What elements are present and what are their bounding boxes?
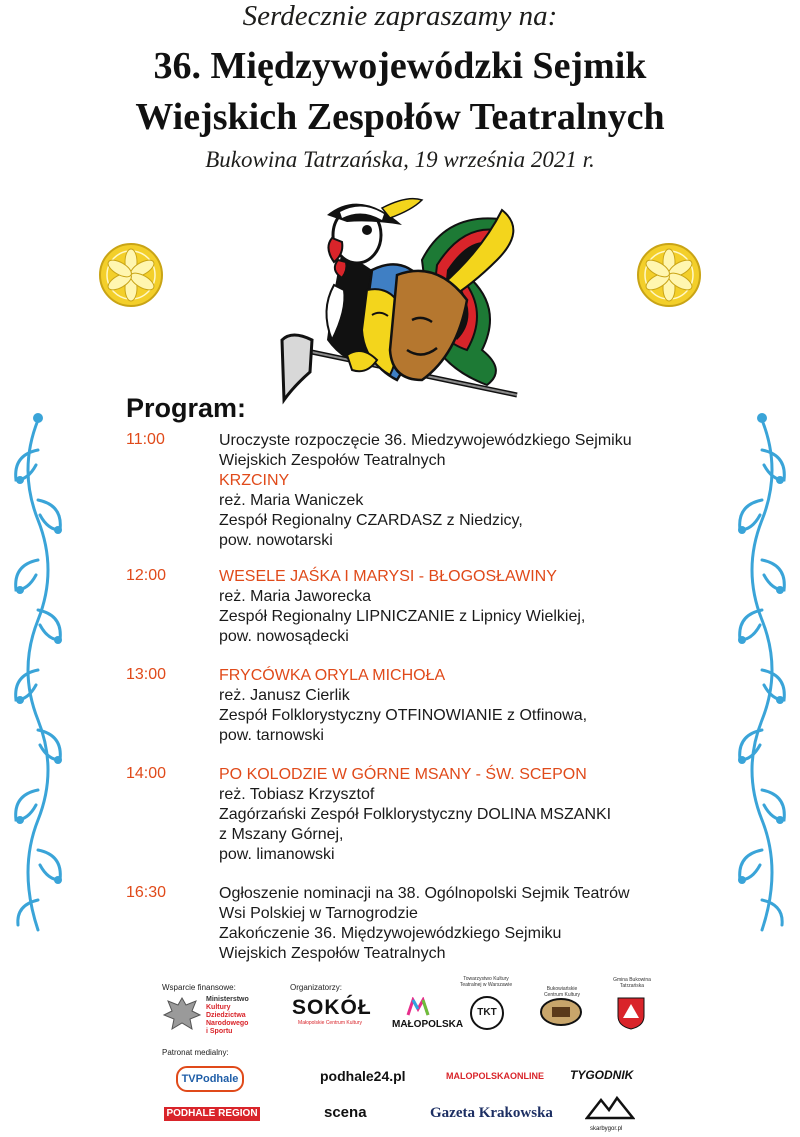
skarbygor-caption: skarbygor.pl — [590, 1126, 623, 1132]
tkt-logo: TKT — [470, 996, 504, 1030]
gazeta-krakowska-logo: Gazeta Krakowska — [430, 1105, 553, 1121]
event-date-place: Bukowina Tatrzańska, 19 września 2021 r. — [205, 147, 595, 172]
entry-line: Zagórzański Zespół Folklorystyczny DOLINA MSZANKI — [219, 806, 612, 823]
entry-line: Wiejskich Zespołów Teatralnych — [219, 945, 446, 962]
program-entry-2 — [126, 567, 706, 651]
sokol-logo — [292, 996, 372, 1026]
gmina-coat-of-arms-icon — [616, 996, 646, 1030]
entry-line: Uroczyste rozpoczęcie 36. Miedzywojewódzkiego Sejmiku — [219, 432, 632, 449]
skarbygor-mountain-icon — [585, 1094, 635, 1124]
entry-line: reż. Maria Waniczek — [219, 492, 364, 509]
entry-line: Wsi Polskiej w Tarnogrodzie — [219, 905, 418, 922]
entry-line: pow. nowosądecki — [219, 628, 349, 645]
gmina-caption: Gmina Bukowina Tatrzańska — [613, 977, 651, 989]
sponsors-label: Wsparcie finansowe: — [162, 983, 236, 992]
podhale-region-logo: PODHALE REGION — [164, 1107, 260, 1121]
invitation-line: Serdecznie zapraszamy na: — [242, 0, 558, 32]
malopolska-wordmark: MAŁOPOLSKA — [392, 1019, 464, 1030]
podhale24-logo: podhale24.pl — [320, 1068, 406, 1084]
performance-title: KRZCINY — [219, 472, 290, 489]
malopolskaonline-logo: MALOPOLSKAONLINE — [446, 1071, 544, 1081]
performance-title: WESELE JAŚKA I MARYSI - BŁOGOSŁAWINY — [219, 568, 557, 585]
bck-caption: Bukowiańskie Centrum Kultury — [543, 986, 581, 998]
organizers-label: Organizatorzy: — [290, 983, 343, 992]
ministry-line: Dziedzictwa — [206, 1012, 246, 1019]
eagle-emblem-icon — [162, 995, 202, 1033]
entry-line: Ogłoszenie nominacji na 38. Ogólnopolski Sejmik Teatrów — [219, 885, 630, 902]
rosette-right-icon — [636, 242, 702, 308]
scena-logo: scena — [324, 1104, 367, 1121]
program-entry-1 — [126, 431, 706, 555]
performance-title: PO KOLODZIE W GÓRNE MSANY - ŚW. SCEPON — [219, 766, 587, 783]
tvpodhale-logo: TVPodhale — [176, 1066, 244, 1092]
tkt-caption: Towarzystwo Kultury Teatralnej w Warszawie — [459, 976, 513, 988]
rosette-left-icon — [98, 242, 164, 308]
entry-line: pow. tarnowski — [219, 727, 324, 744]
entry-time: 12:00 — [126, 567, 167, 584]
festival-logo-illustration — [272, 190, 528, 405]
ministry-logo — [206, 996, 249, 1036]
ministry-line: i Sportu — [206, 1028, 233, 1035]
entry-time: 14:00 — [126, 765, 167, 782]
entry-time: 16:30 — [126, 884, 167, 901]
sokol-wordmark: SOKÓŁ — [292, 996, 372, 1019]
entry-line: z Mszany Górnej, — [219, 826, 344, 843]
entry-time: 13:00 — [126, 666, 167, 683]
program-entry-5 — [126, 884, 706, 968]
entry-line: Zespół Regionalny CZARDASZ z Niedzicy, — [219, 512, 523, 529]
program-heading: Program: — [126, 393, 247, 423]
media-patrons-label: Patronat medialny: — [162, 1048, 229, 1057]
entry-line: Wiejskich Zespołów Teatralnych — [219, 452, 446, 469]
program-entry-3 — [126, 666, 706, 750]
bck-emblem-icon — [540, 998, 582, 1026]
folk-ornament-right — [732, 410, 792, 940]
entry-line: Zakończenie 36. Międzywojewódzkiego Sejmiku — [219, 925, 562, 942]
entry-line: Zespół Regionalny LIPNICZANIE z Lipnicy Wielkiej, — [219, 608, 586, 625]
entry-time: 11:00 — [126, 431, 165, 448]
event-title-line1: 36. Międzywojewódzki Sejmik — [153, 45, 647, 87]
tygodnik-podhalanski-logo: TYGODNIK — [570, 1068, 634, 1082]
entry-line: Zespół Folklorystyczny OTFINOWIANIE z Otfinowa, — [219, 707, 588, 724]
ministry-line: Ministerstwo — [206, 996, 249, 1003]
entry-line: pow. limanowski — [219, 846, 335, 863]
ministry-line: Narodowego — [206, 1020, 249, 1027]
malopolska-emblem-icon — [406, 997, 430, 1017]
entry-line: reż. Tobiasz Krzysztof — [219, 786, 375, 803]
entry-line: reż. Maria Jaworecka — [219, 588, 372, 605]
entry-line: reż. Janusz Cierlik — [219, 687, 350, 704]
sokol-subtitle: Małopolskie Centrum Kultury — [298, 1020, 362, 1026]
ministry-line: Kultury — [206, 1004, 231, 1011]
performance-title: FRYCÓWKA ORYLA MICHOŁA — [219, 667, 446, 684]
event-title-line2: Wiejskich Zespołów Teatralnych — [135, 96, 665, 138]
entry-line: pow. nowotarski — [219, 532, 333, 549]
folk-ornament-left — [8, 410, 68, 940]
program-entry-4 — [126, 765, 706, 869]
